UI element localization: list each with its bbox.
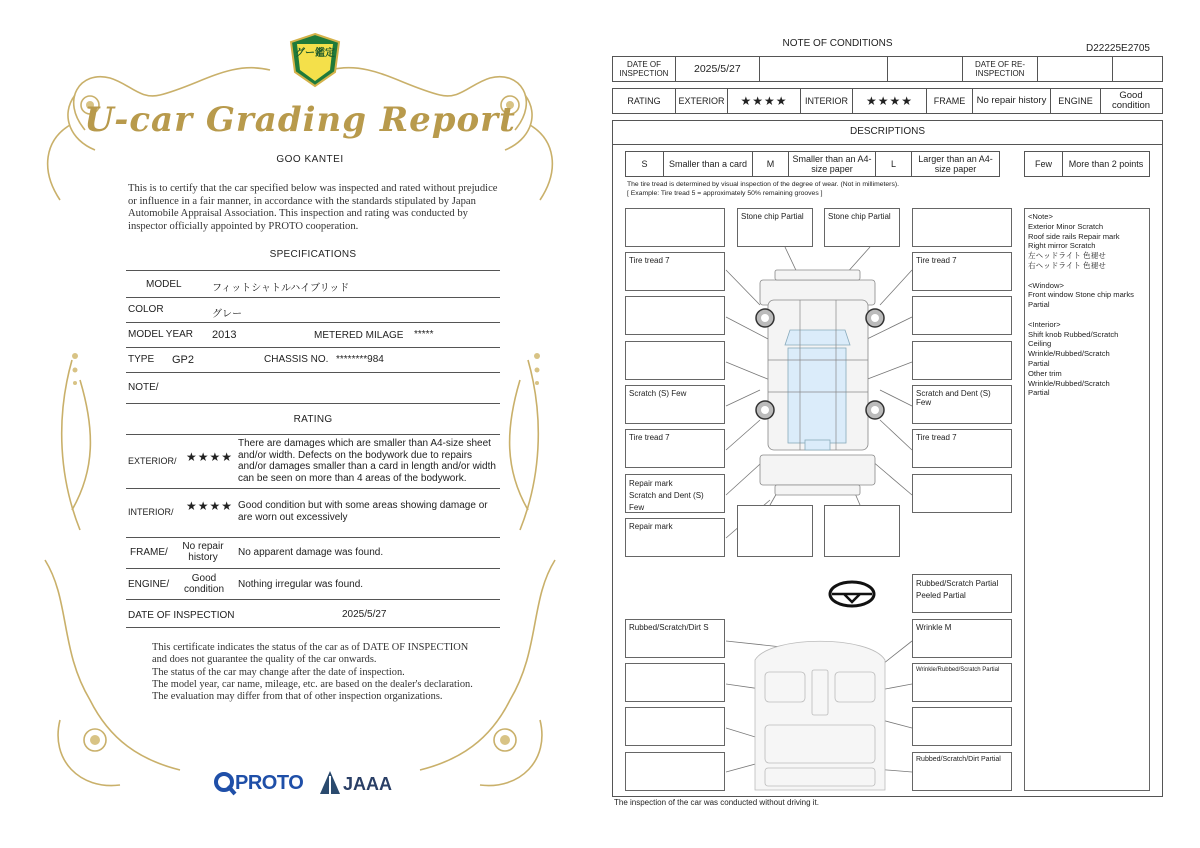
jaaa-logo: JAAA (319, 770, 399, 796)
note-box-right-7 (912, 474, 1012, 513)
mileage-value: ***** (414, 329, 434, 340)
inspection-date-bar: DATE OF INSPECTION 2025/5/27 DATE OF RE-INSPECTION (612, 56, 1163, 82)
rating-row-exterior: EXTERIOR/ ★★★★ There are damages which are smaller than A4-size sheet and/or width. Defects on the bodywork due to repairs and/or damages smaller than a card in length and/or width can be seen on more than 4 areas of the bodywork. (126, 435, 500, 489)
interior-stars: ★★★★ (186, 499, 234, 513)
condition-note-line: Partial (1028, 300, 1050, 310)
condition-notes-panel (1024, 208, 1150, 791)
condition-note-line: <Window> (1028, 280, 1064, 290)
inspection-date: 2025/5/27 (676, 57, 760, 81)
note-box-interior-left-4 (625, 752, 725, 791)
frame-value: No repair history (182, 541, 224, 563)
note-box-left-2: Tire tread 7 (625, 252, 725, 291)
model-value: フィットシャトルハイブリッド (212, 283, 350, 294)
note-box-right-6: Tire tread 7 (912, 429, 1012, 468)
engine-description: Nothing irregular was found. (238, 579, 364, 590)
proto-logo: PROTO (213, 770, 313, 796)
condition-note-line: Ceiling (1028, 339, 1052, 349)
note-of-conditions-sheet (600, 0, 1200, 848)
frame-value: No repair history (973, 89, 1051, 113)
note-box-right-2: Tire tread 7 (912, 252, 1012, 291)
note-box-interior-left-2 (625, 663, 725, 702)
certificate-footer: This certificate indicates the status of the car as of DATE OF INSPECTION and does not guarantee the quality of the car onwards. The status of the car may change after the date of inspection. The model year, car name, mileage, etc. are based on the dealer's declaration. The evaluation may differ from that of other inspection organizations. (152, 642, 473, 703)
note-box-interior-right-3 (912, 707, 1012, 746)
note-box-left-5: Scratch (S) Few (625, 385, 725, 424)
note-box-interior-right-2: Wrinkle/Rubbed/Scratch Partial (912, 663, 1012, 702)
goo-kantei-logo: グー鑑定 (287, 32, 343, 88)
note-box-left-3 (625, 296, 725, 335)
condition-note-line (1028, 271, 1146, 281)
certification-statement: This is to certify that the car specified below was inspected and rated without prejudice or influence in a fair manner, in accordance with the standards stipulated by Japan Automobile Appraisal Association. This inspection and rating was conducted by inspector officially appointed by PROTO cooperation. (128, 183, 498, 232)
condition-note-line: <Interior> (1028, 319, 1061, 329)
rating-heading: RATING (293, 414, 333, 425)
note-box-bottom-2 (824, 505, 900, 557)
note-box-left-8: Repair mark (625, 518, 725, 557)
condition-note-line: Shift knob Rubbed/Scratch (1028, 329, 1119, 339)
condition-note-line: 右ヘッドライト 色褪せ (1028, 260, 1106, 270)
type-value: GP2 (172, 354, 195, 366)
rating-bar: RATING EXTERIOR ★★★★ INTERIOR ★★★★ FRAME No repair history ENGINE Good condition (612, 88, 1163, 114)
rating-row-frame: FRAME/ No repair history No apparent damage was found. (126, 538, 500, 569)
rating-row-date: DATE OF INSPECTION 2025/5/27 (126, 600, 500, 628)
quantity-legend: Few More than 2 points (1024, 151, 1150, 177)
condition-note-line: Wrinkle/Rubbed/Scratch (1028, 378, 1110, 388)
note-box-left-6: Tire tread 7 (625, 429, 725, 468)
note-box-left-7: Repair mark Scratch and Dent (S) Few (625, 474, 725, 513)
note-box-left-1 (625, 208, 725, 247)
sheet-footer: The inspection of the car was conducted without driving it. (614, 798, 819, 807)
condition-note-line: 左ヘッドライト 色褪せ (1028, 251, 1106, 261)
interior-description: Good condition but with some areas showing damage or are worn out excessively (238, 500, 488, 523)
note-box-interior-left-1: Rubbed/Scratch/Dirt S (625, 619, 725, 658)
spec-row-color: COLOR グレー (126, 298, 500, 323)
condition-notes-list (1028, 212, 1146, 398)
report-title: U-car Grading Report (84, 100, 516, 140)
condition-note-line: Front window Stone chip marks (1028, 290, 1134, 300)
note-box-left-4 (625, 341, 725, 380)
model-year-value: 2013 (212, 329, 237, 341)
size-legend: S Smaller than a card M Smaller than an A4-size paper L Larger than an A4-size paper (625, 151, 1000, 177)
color-value: グレー (212, 309, 242, 320)
chassis-value: ********984 (336, 354, 384, 365)
condition-note-line: Partial (1028, 358, 1050, 368)
note-box-top-3: Stone chip Partial (824, 208, 900, 247)
rating-row-interior: INTERIOR/ ★★★★ Good condition but with some areas showing damage or are worn out excessively (126, 489, 500, 538)
spec-row-model: MODEL フィットシャトルハイブリッド (126, 271, 500, 298)
note-box-interior-left-3 (625, 707, 725, 746)
report-subtitle: GOO KANTEI (276, 154, 344, 165)
note-box-steering: Rubbed/Scratch Partial Peeled Partial (912, 574, 1012, 613)
tire-tread-note: The tire tread is determined by visual inspection of the degree of wear. (Not in millimeters). [ Example: Tire tread 5 = approximately 50% remaining grooves ] (627, 181, 899, 197)
rating-row-engine: ENGINE/ Good condition Nothing irregular was found. (126, 569, 500, 600)
note-box-right-5: Scratch and Dent (S) Few (912, 385, 1012, 424)
condition-note-line: Other trim (1028, 368, 1062, 378)
exterior-stars: ★★★★ (728, 89, 801, 113)
condition-note-line: Partial (1028, 388, 1050, 398)
sheet-title: NOTE OF CONDITIONS (782, 38, 893, 49)
steering-wheel-icon (830, 582, 874, 606)
frame-description: No apparent damage was found. (238, 547, 384, 558)
note-box-right-4 (912, 341, 1012, 380)
condition-note-line: Wrinkle/Rubbed/Scratch (1028, 349, 1110, 359)
interior-stars: ★★★★ (853, 89, 927, 113)
note-box-interior-right-1: Wrinkle M (912, 619, 1012, 658)
engine-value: Good condition (1111, 90, 1151, 111)
condition-note-line: Right mirror Scratch (1028, 241, 1096, 251)
exterior-description: There are damages which are smaller than A4-size sheet and/or width. Defects on the bodywork due to repairs and/or damages smaller than a card in length and/or width can be seen on more than 4 areas of the bodywork. (238, 438, 496, 484)
exterior-stars: ★★★★ (186, 450, 234, 464)
spec-row-year-mileage: MODEL YEAR 2013 METERED MILAGE ***** (126, 323, 500, 348)
note-box-interior-right-4: Rubbed/Scratch/Dirt Partial (912, 752, 1012, 791)
note-box-bottom-1 (737, 505, 813, 557)
note-box-top-2: Stone chip Partial (737, 208, 813, 247)
note-box-right-1 (912, 208, 1012, 247)
inspection-date-value: 2025/5/27 (342, 609, 387, 620)
condition-note-line: Exterior Minor Scratch (1028, 221, 1104, 231)
engine-value: Good condition (183, 573, 225, 595)
condition-note-line (1028, 310, 1146, 320)
condition-note-line: <Note> (1028, 212, 1053, 221)
spec-row-type-chassis: TYPE GP2 CHASSIS NO. ********984 (126, 348, 500, 373)
spec-row-note: NOTE/ (126, 373, 500, 404)
condition-note-line: Roof side rails Repair mark (1028, 231, 1120, 241)
specifications-heading: SPECIFICATIONS (269, 249, 357, 260)
descriptions-heading: DESCRIPTIONS (849, 126, 925, 137)
note-box-right-3 (912, 296, 1012, 335)
report-id: D22225E2705 (1086, 43, 1150, 54)
